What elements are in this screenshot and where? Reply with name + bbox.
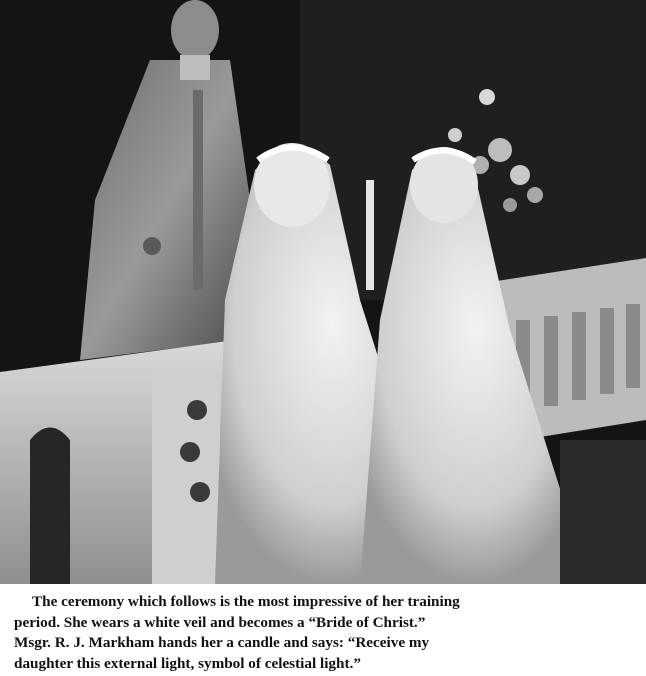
caption-line: Msgr. R. J. Markham hands her a candle and says: “Receive my: [14, 634, 430, 651]
photo-caption: [14, 592, 632, 674]
altar-candle: [366, 180, 374, 290]
altar-rail-left: [0, 340, 235, 584]
caption-line: The ceremony which follows is the most impressive of her training: [32, 593, 460, 610]
caption-line: period. She wears a white veil and becomes a “Bride of Christ.”: [14, 613, 426, 631]
caption-line: daughter this external light, symbol of celestial light.”: [14, 654, 361, 672]
